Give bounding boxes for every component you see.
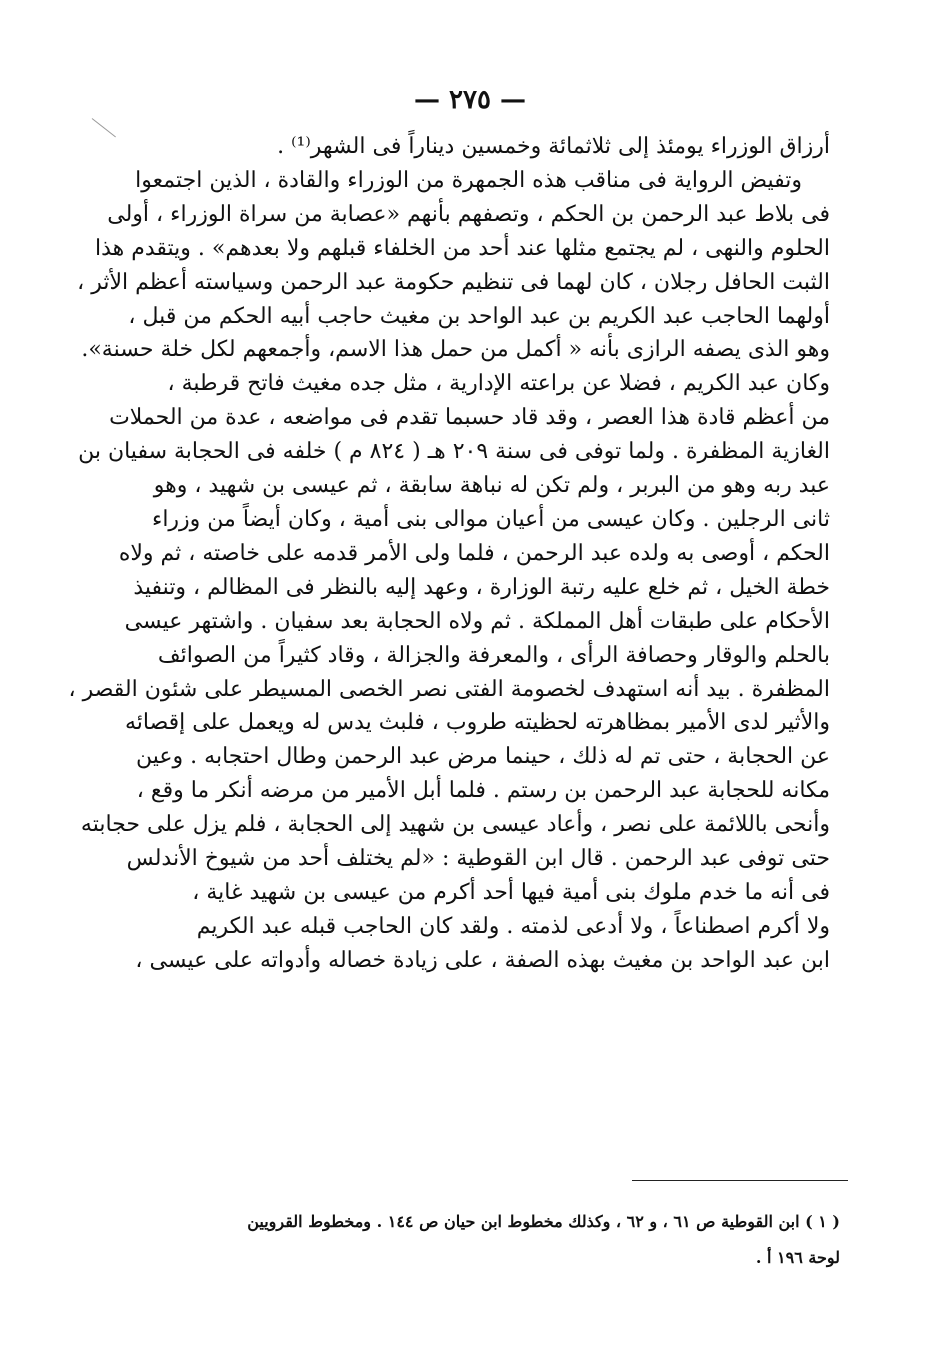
text-line: وهو الذى يصفه الرازى بأنه « أكمل من حمل هذا الاسم، وأجمعهم لكل خلة حسنة». [81, 337, 830, 363]
text-line: فى أنه ما خدم ملوك بنى أمية فيها أحد أكرم من عيسى بن شهيد غاية ، [192, 879, 830, 905]
text-line: الحلوم والنهى ، لم يجتمع مثلها عند أحد من الخلفاء قبلهم ولا بعدهم» . ويتقدم هذا [94, 235, 830, 261]
text-line: خطة الخيل ، ثم خلع عليه رتبة الوزارة ، وعهد إليه بالنظر فى المظالم ، وتنفيذ [133, 574, 830, 600]
footnote-line: لوحة ١٩٦ أ . [755, 1248, 840, 1267]
text-line: حتى توفى عبد الرحمن . قال ابن القوطية : «لم يختلف أحد من شيوخ الأندلس [126, 846, 830, 872]
text-line: الحكم ، أوصى به ولده عبد الرحمن ، فلما ولى الأمر قدمه على خاصته ، ثم ولاه [118, 540, 830, 566]
text-line: وتفيض الرواية فى مناقب هذه الجمهرة من الوزراء والقادة ، الذين اجتمعوا [135, 167, 802, 193]
text-line: أرزاق الوزراء يومئذ إلى ثلاثمائة وخمسين ديناراً فى الشهر⁽¹⁾ . [277, 134, 830, 159]
page-number: — ٢٧٥ — [413, 85, 527, 115]
text-line: الثبت الحافل رجلان ، كان لهما فى تنظيم حكومة عبد الرحمن وسياسته أعظم الأثر ، [77, 269, 830, 295]
footnote-divider [632, 1180, 848, 1181]
text-line: عبد ربه وهو من البربر ، ولم تكن له نباهة سابقة ، ثم عيسى بن شهيد ، وهو [153, 473, 830, 499]
main-text [68, 130, 830, 978]
scan-artifact [92, 118, 116, 137]
text-line: ولا أكرم اصطناعاً ، ولا أدعى لذمته . ولقد كان الحاجب قبله عبد الكريم [196, 913, 830, 939]
text-line: وكان عبد الكريم ، فضلا عن براعته الإدارية ، مثل جده مغيث فاتح قرطبة ، [167, 371, 830, 397]
text-line: من أعظم قادة هذا العصر ، وقد قاد حسبما تقدم فى مواضعه ، عدة من الحملات [109, 405, 830, 431]
text-line: الأحكام على طبقات أهل المملكة . ثم ولاه الحجابة بعد سفيان . واشتهر عيسى [124, 608, 830, 634]
text-line: ابن عبد الواحد بن مغيث بهذه الصفة ، على زيادة خصاله وأدواته على عيسى ، [135, 947, 830, 973]
text-line: وأنحى باللائمة على نصر ، وأعاد عيسى بن شهيد إلى الحجابة ، فلم يزل على حجابته [80, 812, 830, 838]
text-line: ثانى الرجلين . وكان عيسى من أعيان موالى بنى أمية ، وكان أيضاً من وزراء [151, 506, 830, 532]
text-line: مكانه للحجابة عبد الرحمن بن رستم . فلما أبل الأمير من مرضه أنكر ما وقع ، [136, 778, 830, 804]
text-line: الغازية المظفرة . ولما توفى فى سنة ٢٠٩ هـ ( ٨٢٤ م ) خلفه فى الحجابة سفيان بن [78, 439, 830, 465]
text-line: عن الحجابة ، حتى تم له ذلك ، حينما مرض عبد الرحمن وطال احتجابه . وعين [136, 744, 830, 770]
footnotes [150, 1204, 840, 1276]
text-line: المظفرة . بيد أنه استهدف لخصومة الفتى نصر الخصى المسيطر على شئون القصر ، [68, 676, 830, 702]
text-line: بالحلم والوقار وحصافة الرأى ، والمعرفة والجزالة ، وقاد كثيراً من الصوائف [157, 642, 830, 668]
text-line: أولهما الحاجب عبد الكريم بن عبد الواحد بن مغيث حاجب أبيه الحكم من قبل ، [128, 303, 830, 329]
footnote-line: ( ١ ) ابن القوطية ص ٦١ ، و ٦٢ ، وكذلك مخطوط ابن حيان ص ١٤٤ . ومخطوط القرويين [247, 1212, 840, 1231]
text-line: فى بلاط عبد الرحمن بن الحكم ، وتصفهم بأنهم «عصابة من سراة الوزراء ، أولى [107, 201, 830, 227]
text-line: والأثير لدى الأمير بمظاهرته لحظيته طروب ، فلبث يدس له ويعمل على إقصائه [124, 710, 830, 736]
